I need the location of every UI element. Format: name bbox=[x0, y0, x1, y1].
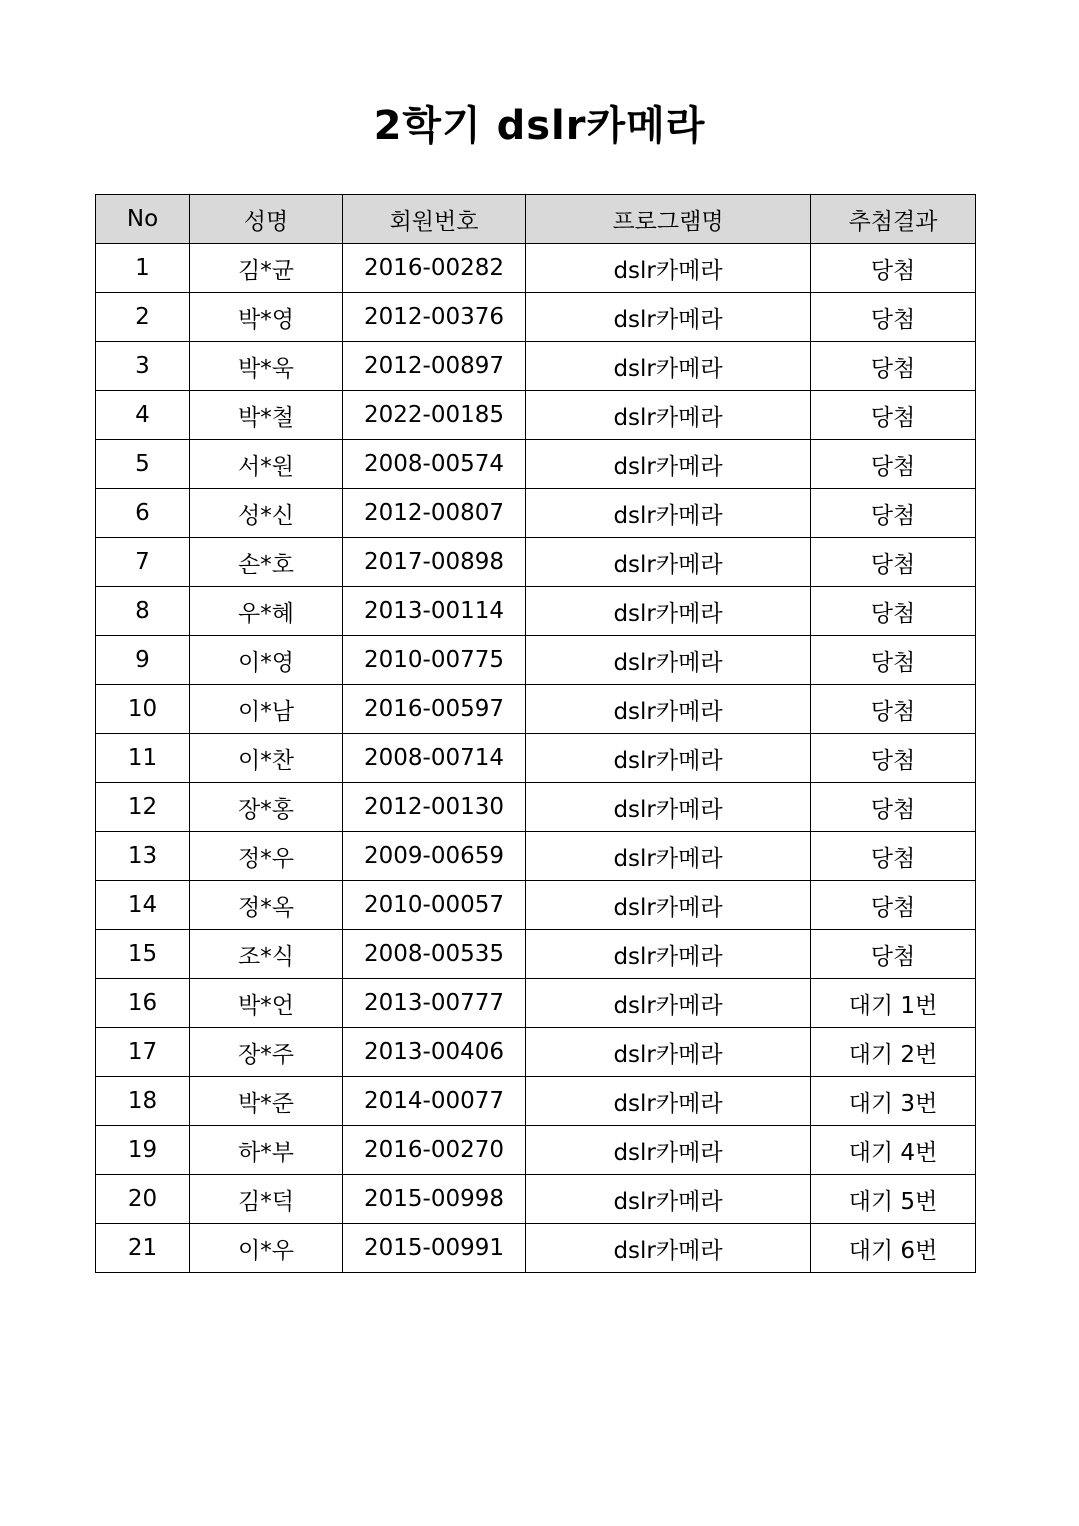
cell-no: 1 bbox=[96, 244, 190, 293]
cell-program: dslr카메라 bbox=[526, 244, 811, 293]
table-row bbox=[96, 342, 976, 391]
header-no: No bbox=[96, 195, 190, 244]
cell-member-id: 2009-00659 bbox=[343, 832, 526, 881]
cell-result: 대기 5번 bbox=[811, 1175, 976, 1224]
table-row bbox=[96, 440, 976, 489]
cell-no: 15 bbox=[96, 930, 190, 979]
cell-result: 당첨 bbox=[811, 489, 976, 538]
cell-no: 10 bbox=[96, 685, 190, 734]
table-row bbox=[96, 734, 976, 783]
table-row bbox=[96, 1028, 976, 1077]
cell-no: 16 bbox=[96, 979, 190, 1028]
cell-name: 박*영 bbox=[190, 293, 343, 342]
cell-member-id: 2017-00898 bbox=[343, 538, 526, 587]
cell-program: dslr카메라 bbox=[526, 1028, 811, 1077]
table-row bbox=[96, 685, 976, 734]
table-row bbox=[96, 1224, 976, 1273]
table-row bbox=[96, 881, 976, 930]
table-header-row bbox=[96, 195, 976, 244]
cell-program: dslr카메라 bbox=[526, 930, 811, 979]
cell-result: 당첨 bbox=[811, 734, 976, 783]
cell-no: 13 bbox=[96, 832, 190, 881]
lottery-result-table bbox=[95, 194, 976, 1273]
cell-name: 박*욱 bbox=[190, 342, 343, 391]
cell-member-id: 2016-00597 bbox=[343, 685, 526, 734]
cell-program: dslr카메라 bbox=[526, 1224, 811, 1273]
cell-program: dslr카메라 bbox=[526, 1175, 811, 1224]
cell-result: 당첨 bbox=[811, 293, 976, 342]
cell-program: dslr카메라 bbox=[526, 342, 811, 391]
cell-result: 대기 3번 bbox=[811, 1077, 976, 1126]
cell-no: 6 bbox=[96, 489, 190, 538]
cell-no: 14 bbox=[96, 881, 190, 930]
cell-name: 김*균 bbox=[190, 244, 343, 293]
cell-name: 김*덕 bbox=[190, 1175, 343, 1224]
cell-result: 당첨 bbox=[811, 881, 976, 930]
cell-result: 당첨 bbox=[811, 538, 976, 587]
cell-member-id: 2012-00807 bbox=[343, 489, 526, 538]
cell-name: 이*우 bbox=[190, 1224, 343, 1273]
cell-program: dslr카메라 bbox=[526, 685, 811, 734]
cell-name: 박*준 bbox=[190, 1077, 343, 1126]
table-row bbox=[96, 244, 976, 293]
header-member-id: 회원번호 bbox=[343, 195, 526, 244]
cell-name: 서*원 bbox=[190, 440, 343, 489]
cell-name: 이*영 bbox=[190, 636, 343, 685]
cell-member-id: 2012-00376 bbox=[343, 293, 526, 342]
cell-program: dslr카메라 bbox=[526, 979, 811, 1028]
cell-name: 우*혜 bbox=[190, 587, 343, 636]
cell-member-id: 2013-00777 bbox=[343, 979, 526, 1028]
cell-name: 장*주 bbox=[190, 1028, 343, 1077]
cell-program: dslr카메라 bbox=[526, 734, 811, 783]
cell-member-id: 2016-00282 bbox=[343, 244, 526, 293]
cell-no: 8 bbox=[96, 587, 190, 636]
cell-member-id: 2010-00775 bbox=[343, 636, 526, 685]
cell-program: dslr카메라 bbox=[526, 1126, 811, 1175]
page-title: 2학기 dslr카메라 bbox=[373, 103, 706, 149]
cell-program: dslr카메라 bbox=[526, 391, 811, 440]
cell-member-id: 2016-00270 bbox=[343, 1126, 526, 1175]
cell-no: 4 bbox=[96, 391, 190, 440]
table-row bbox=[96, 636, 976, 685]
cell-no: 21 bbox=[96, 1224, 190, 1273]
cell-program: dslr카메라 bbox=[526, 538, 811, 587]
cell-name: 손*호 bbox=[190, 538, 343, 587]
table-row bbox=[96, 832, 976, 881]
cell-name: 박*철 bbox=[190, 391, 343, 440]
cell-result: 당첨 bbox=[811, 930, 976, 979]
cell-member-id: 2010-00057 bbox=[343, 881, 526, 930]
cell-member-id: 2012-00897 bbox=[343, 342, 526, 391]
cell-result: 당첨 bbox=[811, 636, 976, 685]
header-name: 성명 bbox=[190, 195, 343, 244]
header-result: 추첨결과 bbox=[811, 195, 976, 244]
cell-no: 17 bbox=[96, 1028, 190, 1077]
table-row bbox=[96, 538, 976, 587]
cell-result: 당첨 bbox=[811, 244, 976, 293]
cell-program: dslr카메라 bbox=[526, 440, 811, 489]
cell-member-id: 2008-00714 bbox=[343, 734, 526, 783]
cell-name: 정*우 bbox=[190, 832, 343, 881]
header-program: 프로그램명 bbox=[526, 195, 811, 244]
cell-name: 하*부 bbox=[190, 1126, 343, 1175]
cell-no: 12 bbox=[96, 783, 190, 832]
cell-member-id: 2013-00114 bbox=[343, 587, 526, 636]
cell-no: 3 bbox=[96, 342, 190, 391]
cell-member-id: 2022-00185 bbox=[343, 391, 526, 440]
cell-member-id: 2015-00998 bbox=[343, 1175, 526, 1224]
cell-name: 박*언 bbox=[190, 979, 343, 1028]
cell-program: dslr카메라 bbox=[526, 489, 811, 538]
cell-result: 당첨 bbox=[811, 391, 976, 440]
table-row bbox=[96, 930, 976, 979]
cell-result: 대기 1번 bbox=[811, 979, 976, 1028]
cell-member-id: 2012-00130 bbox=[343, 783, 526, 832]
cell-no: 7 bbox=[96, 538, 190, 587]
table-row bbox=[96, 587, 976, 636]
cell-member-id: 2008-00574 bbox=[343, 440, 526, 489]
cell-no: 5 bbox=[96, 440, 190, 489]
cell-name: 조*식 bbox=[190, 930, 343, 979]
cell-program: dslr카메라 bbox=[526, 636, 811, 685]
cell-result: 당첨 bbox=[811, 440, 976, 489]
cell-no: 19 bbox=[96, 1126, 190, 1175]
cell-program: dslr카메라 bbox=[526, 1077, 811, 1126]
cell-result: 당첨 bbox=[811, 783, 976, 832]
cell-program: dslr카메라 bbox=[526, 783, 811, 832]
cell-name: 정*옥 bbox=[190, 881, 343, 930]
cell-member-id: 2013-00406 bbox=[343, 1028, 526, 1077]
cell-member-id: 2015-00991 bbox=[343, 1224, 526, 1273]
table-row bbox=[96, 391, 976, 440]
table-row bbox=[96, 293, 976, 342]
cell-program: dslr카메라 bbox=[526, 832, 811, 881]
cell-name: 이*찬 bbox=[190, 734, 343, 783]
table-row bbox=[96, 1077, 976, 1126]
cell-member-id: 2014-00077 bbox=[343, 1077, 526, 1126]
cell-result: 당첨 bbox=[811, 832, 976, 881]
cell-program: dslr카메라 bbox=[526, 587, 811, 636]
table-row bbox=[96, 1175, 976, 1224]
cell-name: 성*신 bbox=[190, 489, 343, 538]
cell-result: 당첨 bbox=[811, 685, 976, 734]
table-row bbox=[96, 1126, 976, 1175]
cell-result: 대기 2번 bbox=[811, 1028, 976, 1077]
cell-result: 대기 6번 bbox=[811, 1224, 976, 1273]
cell-program: dslr카메라 bbox=[526, 293, 811, 342]
table-row bbox=[96, 489, 976, 538]
cell-no: 2 bbox=[96, 293, 190, 342]
cell-no: 18 bbox=[96, 1077, 190, 1126]
cell-result: 당첨 bbox=[811, 342, 976, 391]
table-body bbox=[96, 244, 976, 1273]
cell-result: 당첨 bbox=[811, 587, 976, 636]
cell-program: dslr카메라 bbox=[526, 881, 811, 930]
cell-name: 이*남 bbox=[190, 685, 343, 734]
cell-result: 대기 4번 bbox=[811, 1126, 976, 1175]
cell-no: 20 bbox=[96, 1175, 190, 1224]
table-row bbox=[96, 979, 976, 1028]
table-row bbox=[96, 783, 976, 832]
cell-member-id: 2008-00535 bbox=[343, 930, 526, 979]
cell-no: 9 bbox=[96, 636, 190, 685]
cell-no: 11 bbox=[96, 734, 190, 783]
cell-name: 장*홍 bbox=[190, 783, 343, 832]
